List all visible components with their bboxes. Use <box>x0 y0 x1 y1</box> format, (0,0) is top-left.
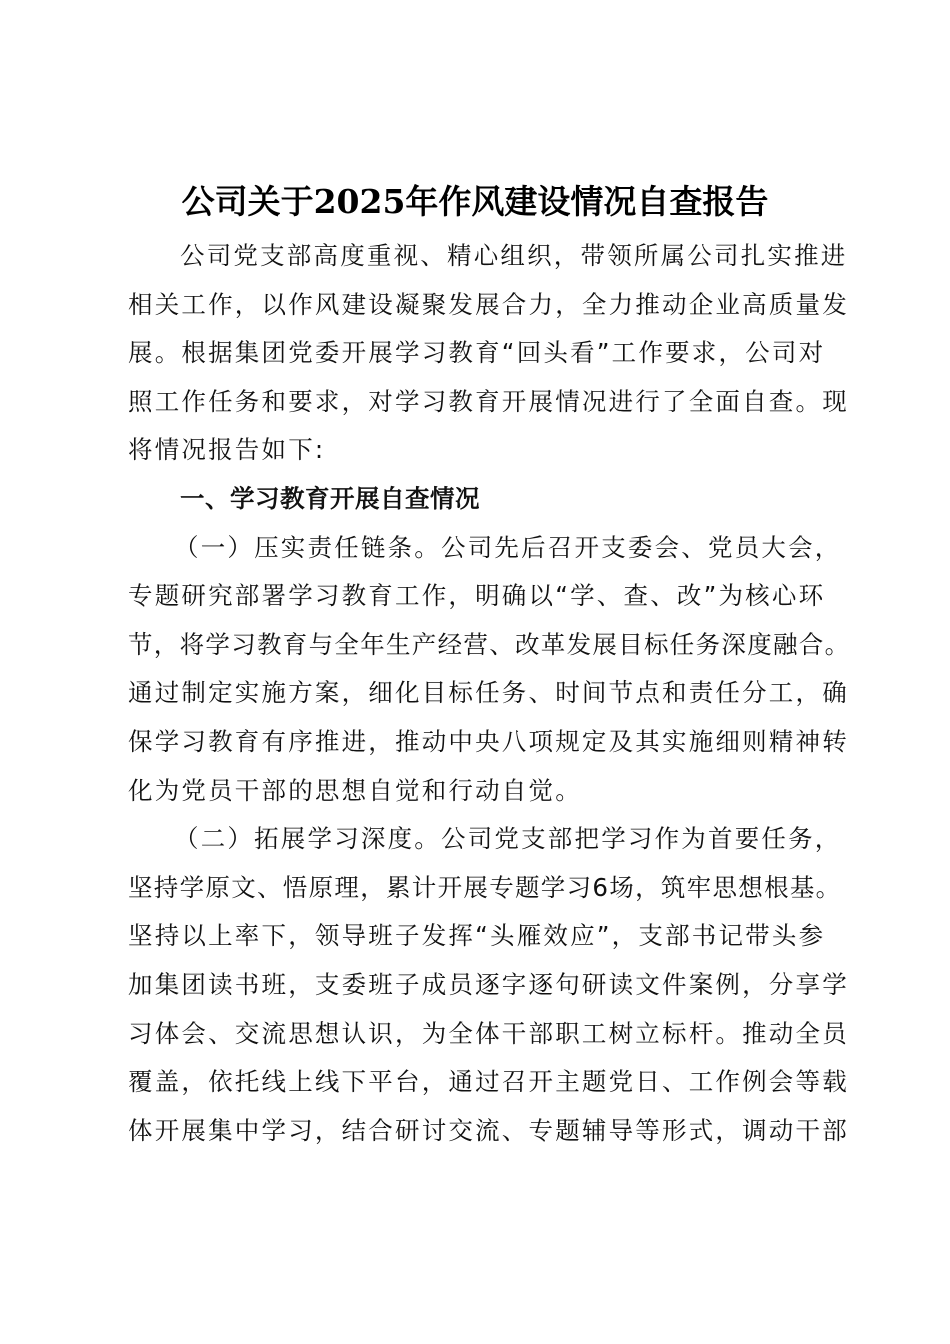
text-line: 坚持学原文、悟原理，累计开展专题学习6场，筑牢思想根基。 <box>128 872 842 902</box>
text-line: 相关工作，以作风建设凝聚发展合力，全力推动企业高质量发 <box>128 289 849 319</box>
intro-paragraph <box>128 232 849 475</box>
text-line: 将情况报告如下: <box>128 435 326 465</box>
text-line: 节，将学习教育与全年生产经营、改革发展目标任务深度融合。 <box>128 629 851 659</box>
subsection-1-paragraph <box>128 524 851 816</box>
text-line: 覆盖，依托线上线下平台，通过召开主题党日、工作例会等载 <box>128 1067 849 1097</box>
text-line: 体开展集中学习，结合研讨交流、专题辅导等形式，调动干部 <box>128 1115 849 1145</box>
text-line: 保学习教育有序推进，推动中央八项规定及其实施细则精神转 <box>128 726 849 756</box>
text-line: 公司党支部高度重视、精心组织，带领所属公司扎实推进 <box>180 241 848 270</box>
text-line: （二）拓展学习深度。公司党支部把学习作为首要任务， <box>174 824 842 854</box>
document-title: 公司关于2025年作风建设情况自查报告 <box>181 182 769 221</box>
text-line: （一）压实责任链条。公司先后召开支委会、党员大会， <box>174 532 842 562</box>
subsection-2-paragraph <box>128 815 849 1155</box>
text-line: 照工作任务和要求，对学习教育开展情况进行了全面自查。现 <box>128 386 849 416</box>
text-line: 专题研究部署学习教育工作，明确以“学、查、改”为核心环 <box>128 581 826 611</box>
section-heading: 一、学习教育开展自查情况 <box>180 483 480 513</box>
text-line: 通过制定实施方案，细化目标任务、时间节点和责任分工，确 <box>128 678 849 708</box>
text-line: 化为党员干部的思想自觉和行动自觉。 <box>128 775 582 805</box>
text-line: 习体会、交流思想认识，为全体干部职工树立标杆。推动全员 <box>128 1018 849 1048</box>
text-line: 坚持以上率下，领导班子发挥“头雁效应”，支部书记带头参 <box>128 921 826 951</box>
text-line: 加集团读书班，支委班子成员逐字逐句研读文件案例，分享学 <box>128 969 849 999</box>
text-line: 展。根据集团党委开展学习教育“回头看”工作要求，公司对 <box>128 338 826 368</box>
document-body <box>128 232 851 1155</box>
